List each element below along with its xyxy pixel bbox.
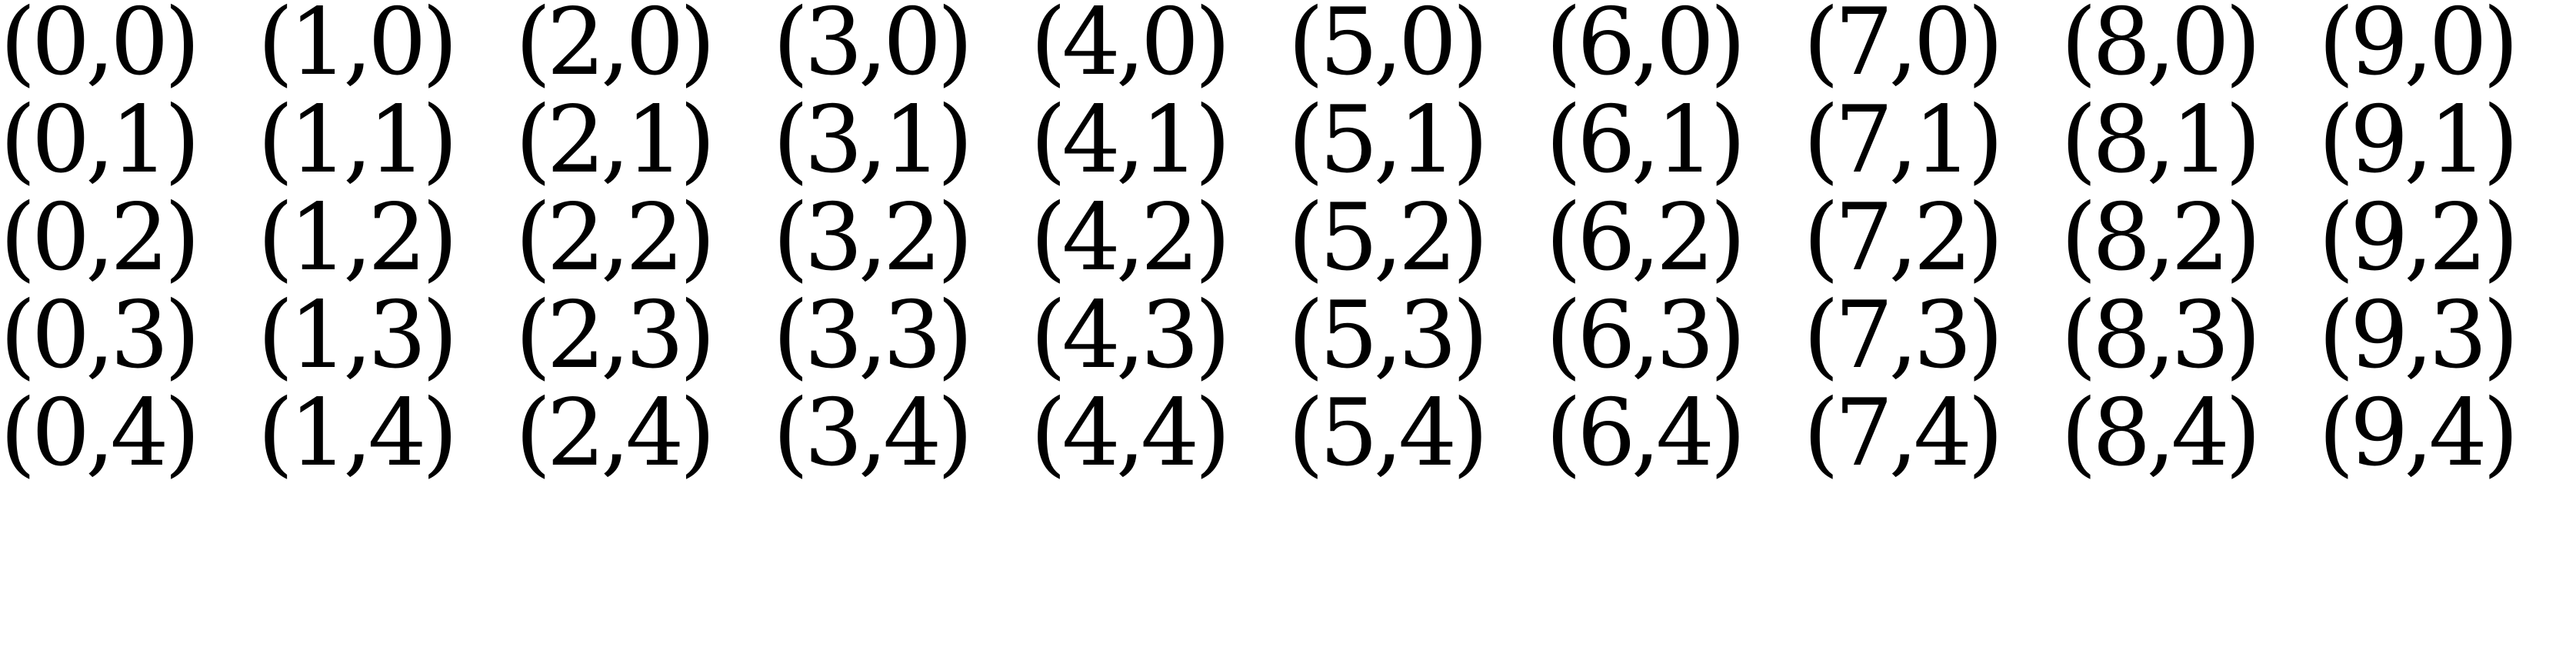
coordinate-label: (9,1) [2318,87,2514,194]
coordinate-label: (2,3) [515,282,711,389]
coordinate-label: (6,3) [1545,282,1741,389]
coordinate-label: (7,2) [1803,185,1999,292]
coordinate-label: (2,0) [515,0,711,96]
coordinate-label: (0,0) [0,0,196,96]
coordinate-label: (4,2) [1030,185,1227,292]
coordinate-label: (0,3) [0,282,196,389]
coordinate-label: (5,3) [1288,282,1485,389]
grid-row [0,0,2576,96]
grid-row [0,282,2576,389]
coordinate-label: (0,4) [0,380,196,487]
coordinate-label: (9,2) [2318,185,2514,292]
coordinate-label: (5,1) [1288,87,1485,194]
grid-row [0,185,2576,292]
coordinate-label: (2,1) [515,87,711,194]
coordinate-label: (1,0) [257,0,454,96]
coordinate-label: (9,4) [2318,380,2514,487]
coordinate-label: (6,1) [1545,87,1741,194]
coordinate-label: (8,4) [2061,380,2257,487]
coordinate-label: (1,2) [257,185,454,292]
grid-row [0,380,2576,487]
coordinate-label: (6,2) [1545,185,1741,292]
coordinate-label: (5,0) [1288,0,1485,96]
coordinate-label: (1,4) [257,380,454,487]
coordinate-label: (8,3) [2061,282,2257,389]
coordinate-label: (5,4) [1288,380,1485,487]
coordinate-label: (6,0) [1545,0,1741,96]
coordinate-label: (8,2) [2061,185,2257,292]
coordinate-label: (7,0) [1803,0,1999,96]
coordinate-label: (7,3) [1803,282,1999,389]
coordinate-label: (4,0) [1030,0,1227,96]
coordinate-label: (4,1) [1030,87,1227,194]
coordinate-label: (3,2) [772,185,969,292]
grid-row [0,87,2576,194]
coordinate-label: (3,4) [772,380,969,487]
coordinate-label: (5,2) [1288,185,1485,292]
coordinate-label: (3,1) [772,87,969,194]
coordinate-label: (4,4) [1030,380,1227,487]
coordinate-label: (2,4) [515,380,711,487]
coordinate-label: (3,3) [772,282,969,389]
coordinate-label: (2,2) [515,185,711,292]
coordinate-label: (1,1) [257,87,454,194]
coordinate-label: (0,1) [0,87,196,194]
coordinate-label: (0,2) [0,185,196,292]
coordinate-label: (7,1) [1803,87,1999,194]
coordinate-label: (6,4) [1545,380,1741,487]
coordinate-label: (3,0) [772,0,969,96]
coordinate-label: (7,4) [1803,380,1999,487]
coordinate-label: (1,3) [257,282,454,389]
coordinate-label: (4,3) [1030,282,1227,389]
coordinate-label: (8,0) [2061,0,2257,96]
coordinate-label: (8,1) [2061,87,2257,194]
coordinate-label: (9,3) [2318,282,2514,389]
coordinate-label: (9,0) [2318,0,2514,96]
